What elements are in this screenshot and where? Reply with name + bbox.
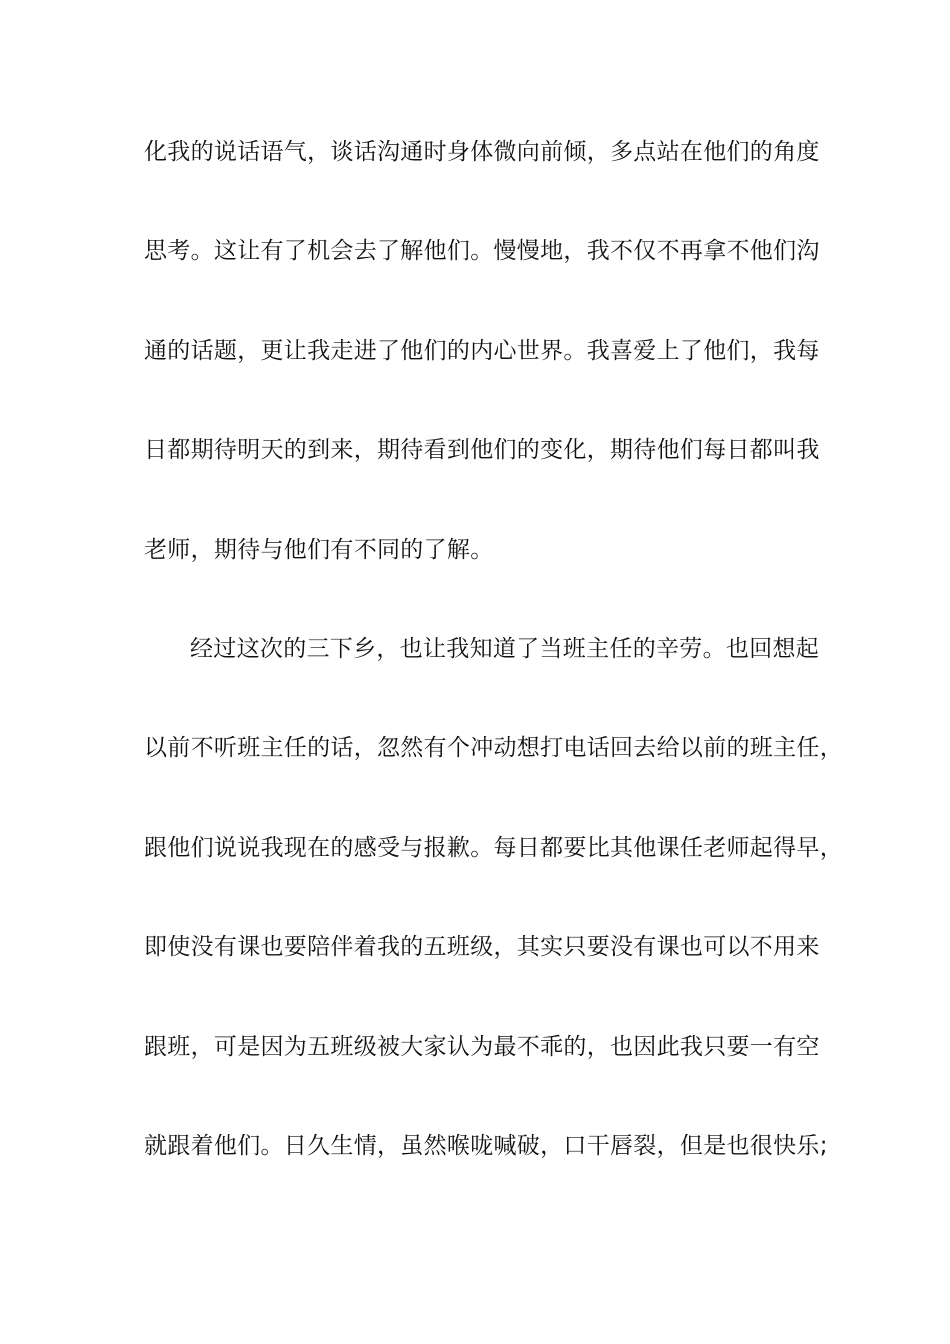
text-line-1: 化我的说话语气，谈话沟通时身体微向前倾，多点站在他们的角度 [144,139,820,165]
text-line-11: 就跟着他们。日久生情，虽然喉咙喊破，口干唇裂，但是也很快乐; [144,1133,828,1159]
text-line-3: 通的话题，更让我走进了他们的内心世界。我喜爱上了他们，我每 [144,338,820,364]
text-line-2: 思考。这让有了机会去了解他们。慢慢地，我不仅不再拿不他们沟 [144,238,820,264]
text-line-5: 老师，期待与他们有不同的了解。 [144,537,494,563]
text-line-10: 跟班，可是因为五班级被大家认为最不乖的，也因此我只要一有空 [144,1034,820,1060]
text-line-4: 日都期待明天的到来，期待看到他们的变化，期待他们每日都叫我 [144,437,820,463]
text-line-7: 以前不听班主任的话，忽然有个冲动想打电话回去给以前的班主任， [144,735,843,761]
text-line-9: 即使没有课也要陪伴着我的五班级，其实只要没有课也可以不用来 [144,934,820,960]
text-line-8: 跟他们说说我现在的感受与报歉。每日都要比其他课任老师起得早， [144,835,843,861]
paragraph-2-first-line: 经过这次的三下乡，也让我知道了当班主任的辛劳。也回想起 [190,636,820,662]
